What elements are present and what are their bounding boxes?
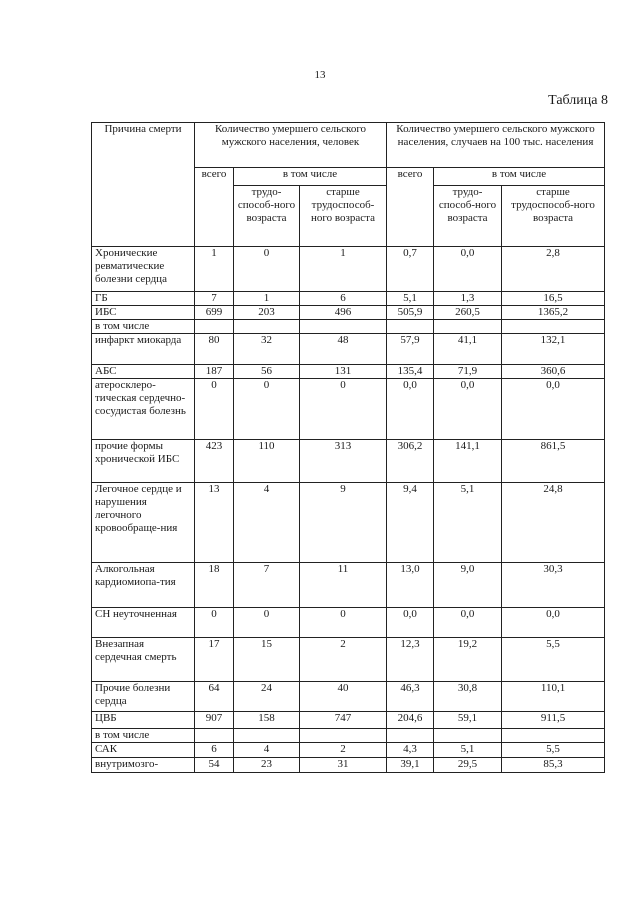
table-cell: 306,2 [387,440,434,483]
table-cell: 24,8 [502,483,605,563]
table-cell [434,320,502,334]
table-cell: 141,1 [434,440,502,483]
table-cell: 15 [234,638,300,682]
table-cell: 56 [234,365,300,379]
table-cell: 0 [300,379,387,440]
table-cell: 23 [234,758,300,773]
table-cell [300,320,387,334]
table-cell [502,320,605,334]
table-row [92,247,605,292]
table-cell: 5,1 [387,292,434,306]
table-cell: 747 [300,712,387,729]
table-cell: 1 [234,292,300,306]
row-cause-name: Прочие болезни сердца [92,682,195,712]
table-cell [234,729,300,743]
table-row [92,320,605,334]
table-cell: 0 [234,247,300,292]
table-cell: 39,1 [387,758,434,773]
row-cause-name: ИБС [92,306,195,320]
row-cause-name: Внезапная сердечная смерть [92,638,195,682]
header-older-rate: старше трудоспособ-ного возраста [502,186,605,247]
table-cell: 0,0 [502,379,605,440]
table-cell: 17 [195,638,234,682]
table-cell: 2,8 [502,247,605,292]
table-cell: 5,5 [502,743,605,758]
header-group-rate: Количество умершего сельского мужского населения, случаев на 100 тыс. населения [387,123,605,168]
table-cell: 80 [195,334,234,365]
header-including-absolute: в том числе [234,168,387,186]
row-cause-name: ГБ [92,292,195,306]
table-cell: 40 [300,682,387,712]
table-cell: 5,1 [434,743,502,758]
row-cause-name: Хронические ревматические болезни сердца [92,247,195,292]
table-cell: 71,9 [434,365,502,379]
mortality-table [91,122,605,773]
table-cell: 19,2 [434,638,502,682]
header-total-rate: всего [387,168,434,247]
table-row [92,365,605,379]
header-total-absolute: всего [195,168,234,247]
table-row [92,729,605,743]
table-row [92,682,605,712]
table-cell: 0 [234,379,300,440]
row-cause-name: атеросклеро-тическая сердечно-сосудистая болезнь [92,379,195,440]
table-cell: 0 [195,379,234,440]
table-row [92,379,605,440]
table-row [92,292,605,306]
table-cell: 41,1 [434,334,502,365]
table-cell: 0,7 [387,247,434,292]
table-cell: 360,6 [502,365,605,379]
table-cell: 6 [300,292,387,306]
row-cause-name: в том числе [92,729,195,743]
table-cell: 1365,2 [502,306,605,320]
table-row [92,440,605,483]
table-cell: 30,3 [502,563,605,608]
table-cell: 505,9 [387,306,434,320]
table-row [92,758,605,773]
table-cell: 187 [195,365,234,379]
header-including-rate: в том числе [434,168,605,186]
table-cell: 7 [234,563,300,608]
table-cell [234,320,300,334]
table-cell: 85,3 [502,758,605,773]
row-cause-name: в том числе [92,320,195,334]
table-cell: 31 [300,758,387,773]
table-cell: 2 [300,743,387,758]
table-cell: 11 [300,563,387,608]
table-cell: 13,0 [387,563,434,608]
table-cell [300,729,387,743]
table-cell [195,729,234,743]
table-cell: 29,5 [434,758,502,773]
table-cell: 12,3 [387,638,434,682]
table-cell: 135,4 [387,365,434,379]
row-cause-name: ЦВБ [92,712,195,729]
table-cell: 260,5 [434,306,502,320]
table-cell: 423 [195,440,234,483]
row-cause-name: САК [92,743,195,758]
table-row [92,638,605,682]
table-caption: Таблица 8 [548,93,608,108]
row-cause-name: АБС [92,365,195,379]
table-cell: 0,0 [434,608,502,638]
table-cell: 1 [300,247,387,292]
table-row [92,743,605,758]
header-working-age-rate: трудо-способ-ного возраста [434,186,502,247]
table-cell: 0,0 [434,379,502,440]
table-cell: 4 [234,483,300,563]
table-cell: 131 [300,365,387,379]
row-cause-name: прочие формы хронической ИБС [92,440,195,483]
header-cause: Причина смерти [92,123,195,247]
table-cell: 911,5 [502,712,605,729]
table-cell: 861,5 [502,440,605,483]
page-number: 13 [314,69,326,81]
table-cell: 110,1 [502,682,605,712]
row-cause-name: Легочное сердце и нарушения легочного кровообраще-ния [92,483,195,563]
table-cell [387,320,434,334]
table-row [92,306,605,320]
table-cell: 46,3 [387,682,434,712]
table-cell: 158 [234,712,300,729]
table-cell: 5,1 [434,483,502,563]
table-cell: 0 [300,608,387,638]
table-cell [387,729,434,743]
table-cell: 48 [300,334,387,365]
table-row [92,712,605,729]
table-cell: 699 [195,306,234,320]
table-cell: 57,9 [387,334,434,365]
table-cell: 2 [300,638,387,682]
table-cell: 0 [195,608,234,638]
table-cell [434,729,502,743]
table-cell: 16,5 [502,292,605,306]
table-row [92,483,605,563]
table-cell [502,729,605,743]
table-cell: 132,1 [502,334,605,365]
row-cause-name: СН неуточненная [92,608,195,638]
table-row [92,563,605,608]
table-cell: 204,6 [387,712,434,729]
table-cell: 6 [195,743,234,758]
row-cause-name: инфаркт миокарда [92,334,195,365]
table-cell: 9,4 [387,483,434,563]
header-working-age-absolute: трудо-способ-ного возраста [234,186,300,247]
table-row [92,608,605,638]
table-cell: 496 [300,306,387,320]
table-cell: 59,1 [434,712,502,729]
table-cell: 4 [234,743,300,758]
table-cell: 18 [195,563,234,608]
table-cell: 203 [234,306,300,320]
table-cell: 24 [234,682,300,712]
table-cell: 0 [234,608,300,638]
header-older-absolute: старше трудоспособ-ного возраста [300,186,387,247]
table-row [92,334,605,365]
table-cell: 32 [234,334,300,365]
table-cell: 1 [195,247,234,292]
table-cell: 54 [195,758,234,773]
table-cell: 5,5 [502,638,605,682]
table-cell [195,320,234,334]
table-cell: 64 [195,682,234,712]
table-cell: 30,8 [434,682,502,712]
table-cell: 110 [234,440,300,483]
table-cell: 9 [300,483,387,563]
row-cause-name: внутримозго- [92,758,195,773]
table-cell: 0,0 [387,379,434,440]
table-cell: 13 [195,483,234,563]
header-group-absolute: Количество умершего сельского мужского населения, человек [195,123,387,168]
table-cell: 313 [300,440,387,483]
table-cell: 1,3 [434,292,502,306]
row-cause-name: Алкогольная кардиомиопа-тия [92,563,195,608]
table-cell: 4,3 [387,743,434,758]
table-cell: 0,0 [434,247,502,292]
table-cell: 907 [195,712,234,729]
table-cell: 7 [195,292,234,306]
table-cell: 0,0 [502,608,605,638]
table-cell: 0,0 [387,608,434,638]
table-cell: 9,0 [434,563,502,608]
